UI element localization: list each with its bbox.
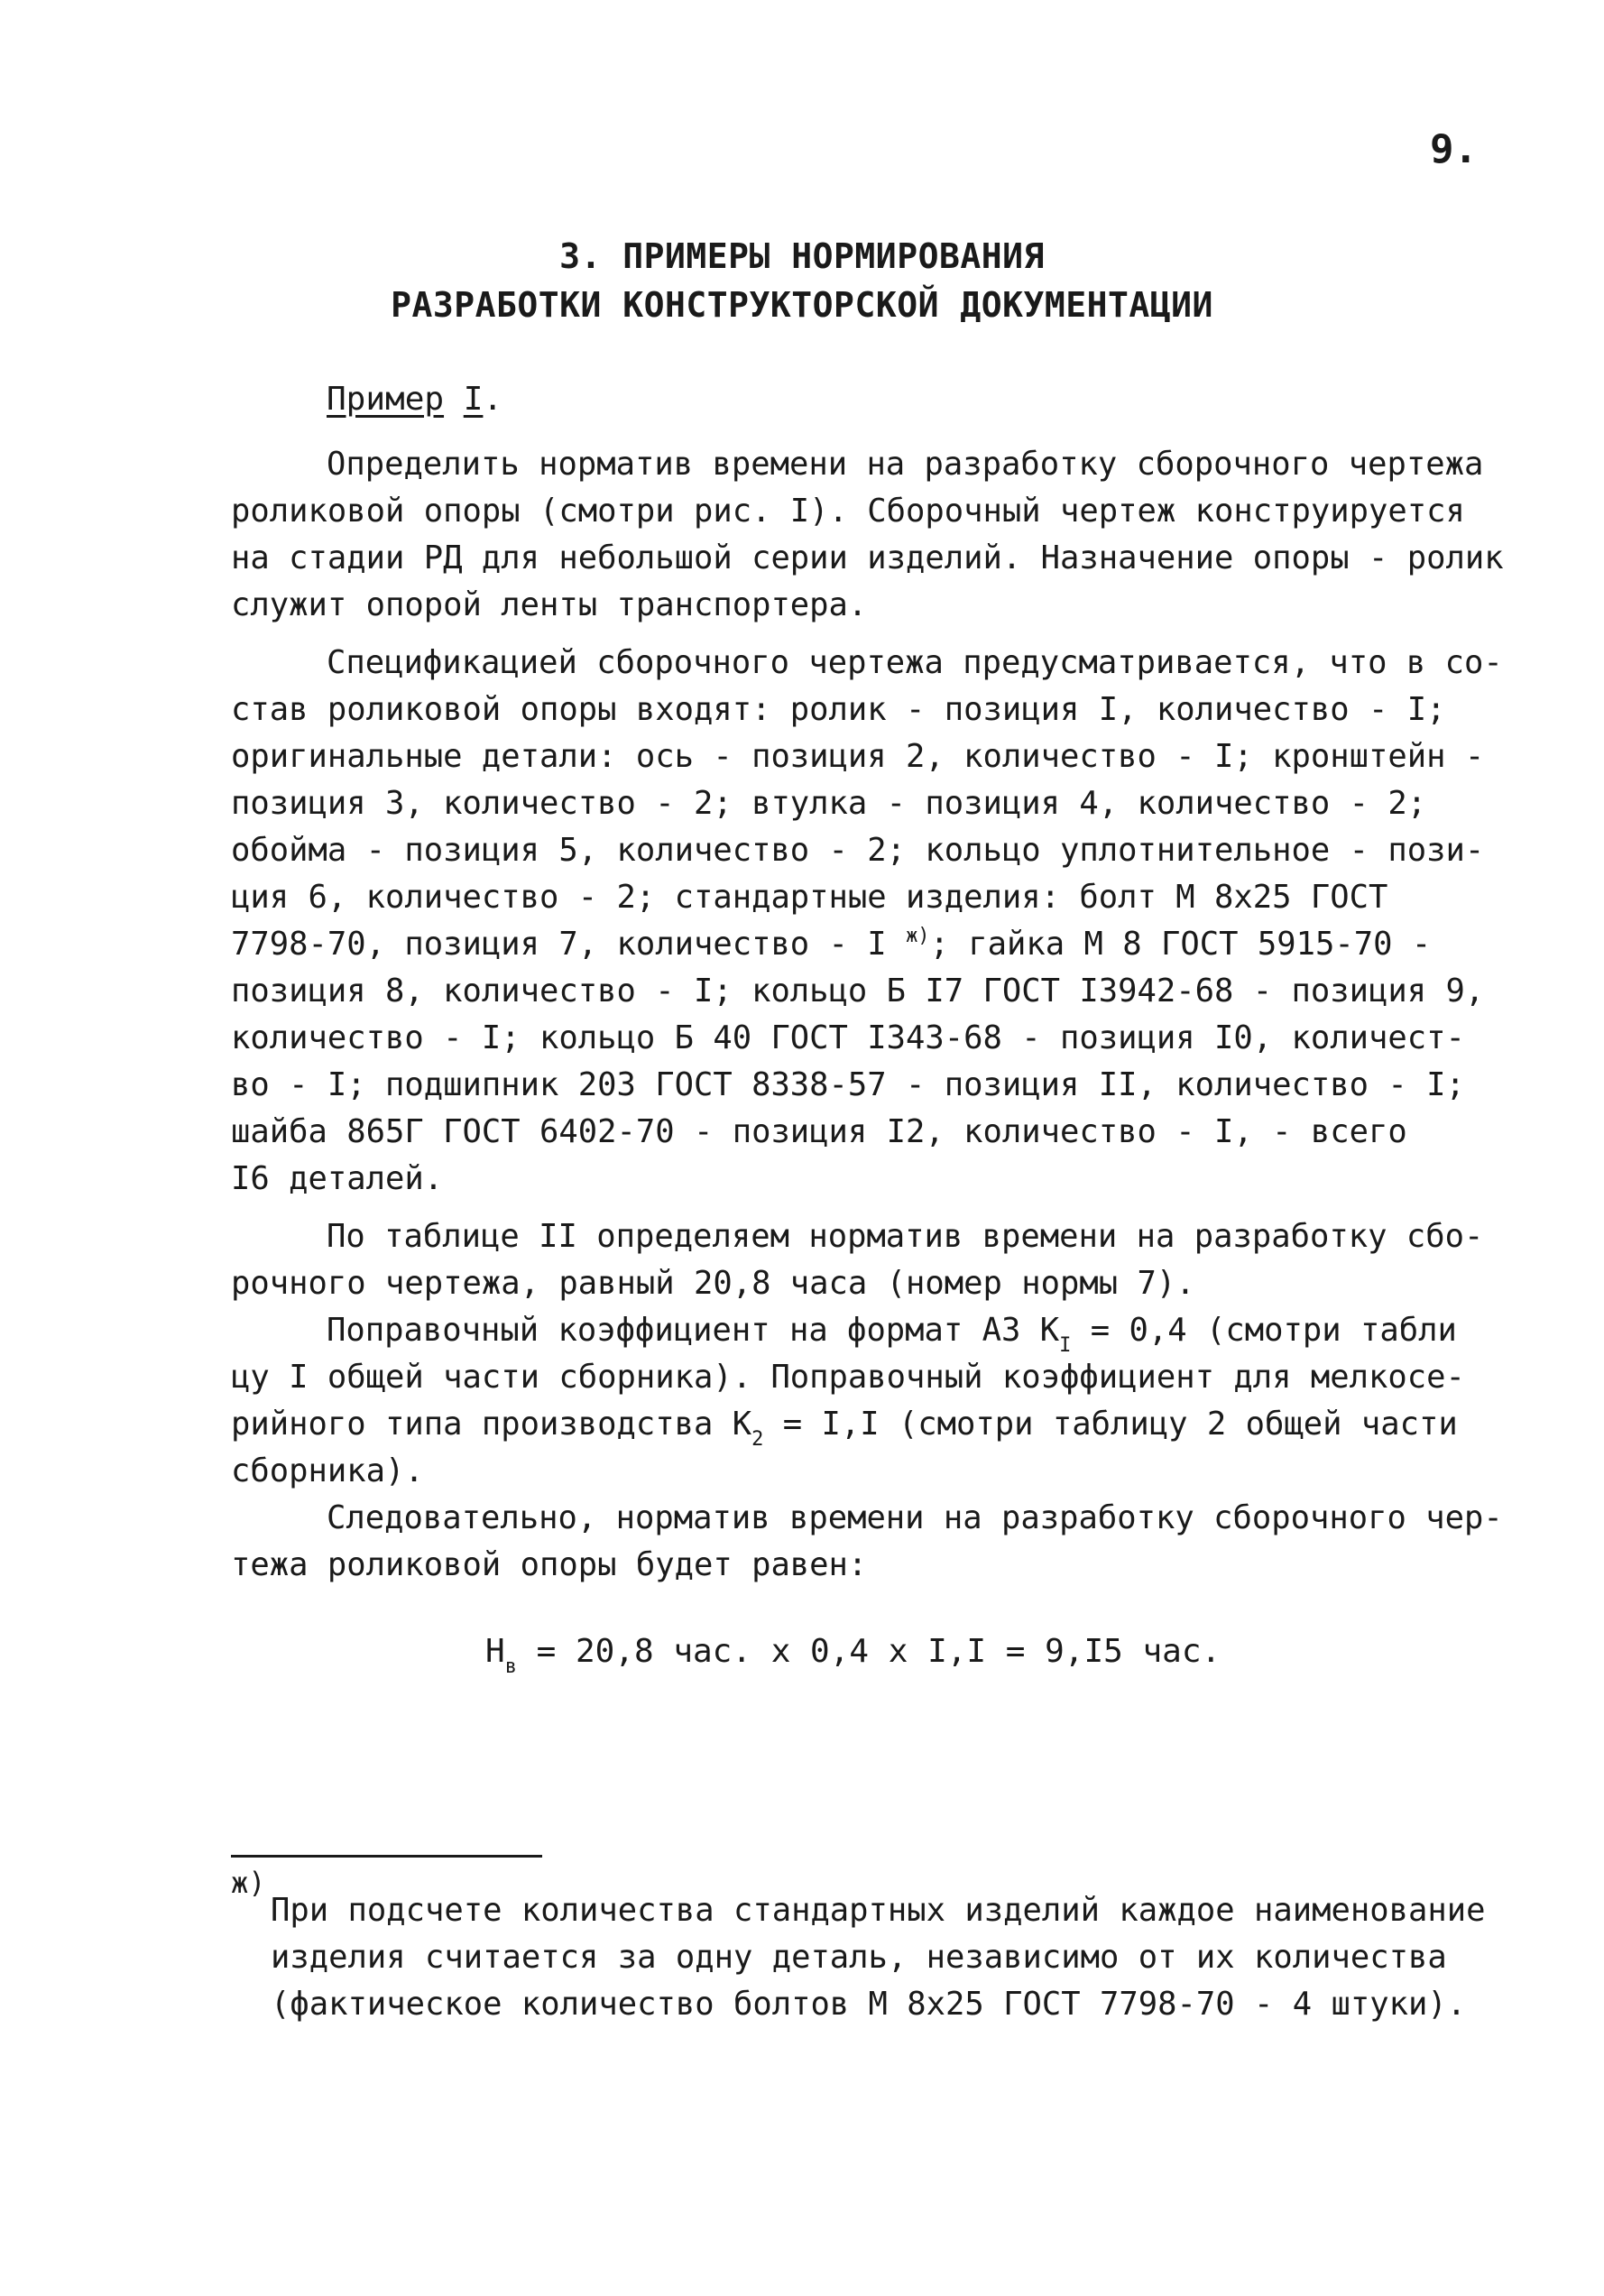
body-line: I6 деталей. <box>231 1160 444 1197</box>
page-number: 9. <box>1430 126 1478 172</box>
body-line: Следовательно, норматив времени на разработку сборочного чер- <box>327 1499 1503 1536</box>
body-line: количество - I; кольцо Б 40 ГОСТ I343-68 - позиция I0, количест- <box>231 1019 1465 1056</box>
body-line: ция 6, количество - 2; стандартные изделия: болт М 8х25 ГОСТ <box>231 879 1388 916</box>
section-title-line-1: 3. ПРИМЕРЫ НОРМИРОВАНИЯ <box>559 236 1045 276</box>
formula-subscript: в <box>504 1655 517 1678</box>
body-line: на стадии РД для небольшой серии изделий. Назначение опоры - ролик <box>231 539 1504 576</box>
example-label-number: I <box>463 381 484 418</box>
body-line: цу I общей части сборника). Поправочный коэффициент для мелкосе- <box>231 1359 1465 1396</box>
body-line: тежа роликовой опоры будет равен: <box>231 1546 868 1583</box>
body-line: служит опорой ленты транспортера. <box>231 586 868 623</box>
section-title-line-2: РАЗРАБОТКИ КОНСТРУКТОРСКОЙ ДОКУМЕНТАЦИИ <box>391 285 1213 325</box>
footnote-line: При подсчете количества стандартных изделий каждое наименование <box>271 1892 1486 1929</box>
footnote-marker: ж) <box>231 1866 266 1900</box>
body-line: позиция 8, количество - I; кольцо Б I7 ГОСТ I3942-68 - позиция 9, <box>231 973 1485 1010</box>
body-line: став роликовой опоры входят: ролик - позиция I, количество - I; <box>231 691 1446 728</box>
body-line: Спецификацией сборочного чертежа предусматривается, что в со- <box>327 644 1503 681</box>
body-line-with-footnote-ref: 7798-70, позиция 7, количество - I $^{ж)}$; гайка М 8 ГОСТ 5915-70 - <box>231 925 1432 963</box>
body-line: оригинальные детали: ось - позиция 2, количество - I; кронштейн - <box>231 738 1485 775</box>
time-norm-formula <box>485 1633 1221 1678</box>
coefficient-k1-subscript: I <box>1059 1334 1072 1357</box>
formula-h: Н <box>485 1633 505 1670</box>
footnote-line: (фактическое количество болтов М 8х25 ГОСТ 7798-70 - 4 штуки). <box>271 1986 1467 2023</box>
formula-expression: = 20,8 час. х 0,4 х I,I = 9,I5 час. <box>516 1633 1221 1670</box>
body-line: обойма - позиция 5, количество - 2; кольцо уплотнительное - пози- <box>231 832 1485 869</box>
example-label-period: . <box>483 381 503 418</box>
body-line: По таблице II определяем норматив времени на разработку сбо- <box>327 1218 1484 1255</box>
body-line: шайба 865Г ГОСТ 6402-70 - позиция I2, количество - I, - всего <box>231 1113 1407 1150</box>
example-label-word: Пример <box>327 381 445 418</box>
body-line-with-coefficient-k2: рийного типа производства $К_2 = I,I$ (смотри таблицу 2 общей части <box>231 1406 1458 1451</box>
body-line: сборника). <box>231 1452 424 1489</box>
body-line: рочного чертежа, равный 20,8 часа (номер нормы 7). <box>231 1265 1195 1302</box>
coefficient-k2-subscript: 2 <box>751 1428 764 1451</box>
body-line: роликовой опоры (смотри рис. I). Сборочный чертеж конструируется <box>231 493 1465 530</box>
body-line: Определить норматив времени на разработку сборочного чертежа <box>327 446 1484 483</box>
footnote-divider <box>231 1855 542 1858</box>
example-label <box>327 381 502 418</box>
footnote-line: изделия считается за одну деталь, независимо от их количества <box>271 1939 1447 1976</box>
footnote-reference: ж) <box>906 925 930 947</box>
body-line-with-coefficient-k1: Поправочный коэффициент на формат А3 $К_I = 0,4$ (смотри табли <box>327 1312 1457 1357</box>
body-line: во - I; подшипник 203 ГОСТ 8338-57 - позиция II, количество - I; <box>231 1066 1465 1103</box>
body-line: позиция 3, количество - 2; втулка - позиция 4, количество - 2; <box>231 785 1427 822</box>
